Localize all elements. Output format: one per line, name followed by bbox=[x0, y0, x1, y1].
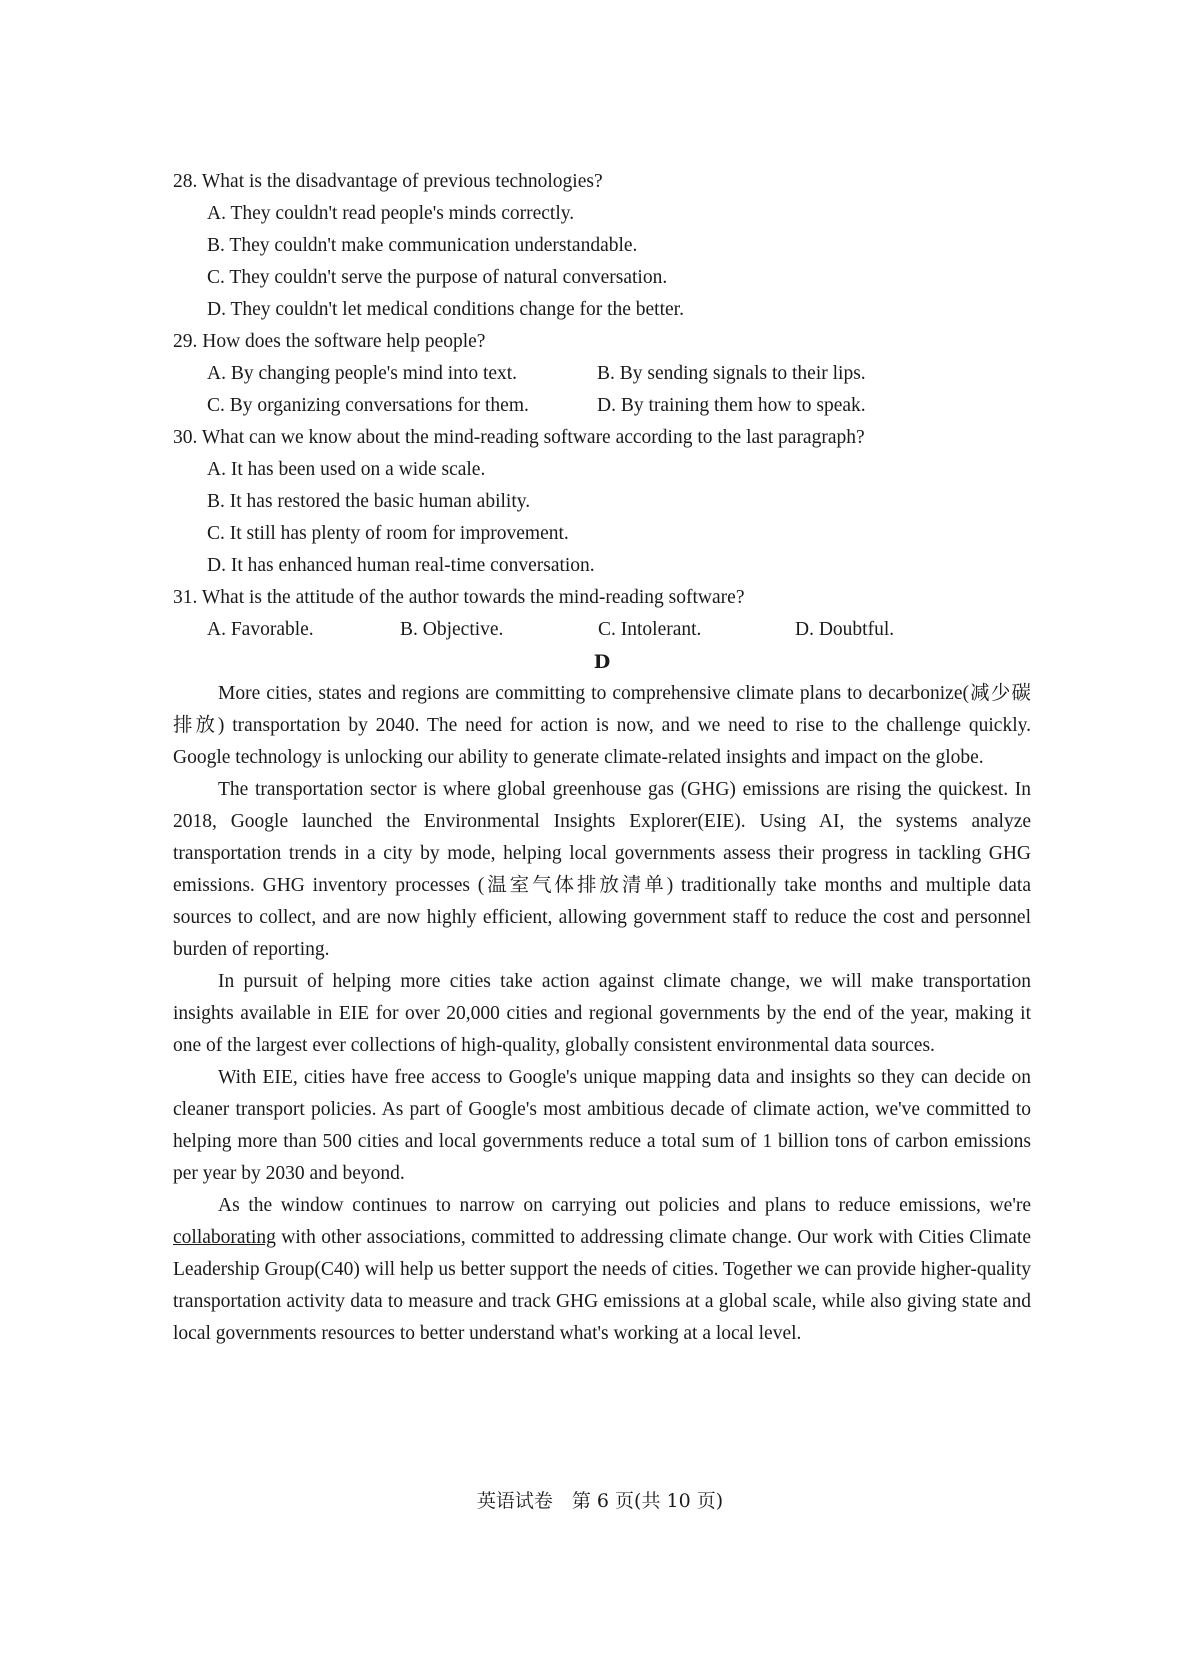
option-30-c: C. It still has plenty of room for improvement. bbox=[207, 523, 569, 544]
passage-paragraph-5 bbox=[173, 1190, 1031, 1350]
option-31-b: B. Objective. bbox=[400, 619, 504, 640]
option-29-c: C. By organizing conversations for them. bbox=[207, 395, 529, 416]
option-29-b: B. By sending signals to their lips. bbox=[597, 363, 866, 384]
option-31-c: C. Intolerant. bbox=[598, 619, 702, 640]
passage-paragraph-3: In pursuit of helping more cities take action against climate change, we will make transportation insights available in EIE for over 20,000 cities and regional governments by the end of the year, making it one of the largest ever collections of high-quality, globally consistent environmental data sources. bbox=[173, 971, 1031, 1056]
option-31-d: D. Doubtful. bbox=[795, 619, 895, 640]
option-29-d: D. By training them how to speak. bbox=[597, 395, 866, 416]
option-row-29-ab bbox=[173, 358, 1031, 390]
option-30-b: B. It has restored the basic human ability. bbox=[207, 491, 531, 512]
question-stem-31: 31. What is the attitude of the author towards the mind-reading software? bbox=[173, 587, 745, 608]
paragraph-5-text-after: with other associations, committed to addressing climate change. Our work with Cities Climate Leadership Group(C40) will help us better support the needs of cities. Together we can provide higher-quality transportation activity data to measure and track GHG emissions at a global scale, while also giving state and local governments resources to better understand what's working at a local level. bbox=[173, 1227, 1031, 1344]
option-row-31 bbox=[173, 614, 1031, 646]
option-30-a: A. It has been used on a wide scale. bbox=[207, 459, 486, 480]
page-footer: 英语试卷 第 6 页(共 10 页) bbox=[476, 1490, 724, 1512]
passage-paragraph-2: The transportation sector is where global greenhouse gas (GHG) emissions are rising the quickest. In 2018, Google launched the Environmental Insights Explorer(EIE). Using AI, the systems analyze transportation trends in a city by mode, helping local governments assess their progress in tackling GHG emissions. GHG inventory processes (温室气体排放清单) traditionally take months and multiple data sources to collect, and are now highly efficient, allowing government staff to reduce the cost and personnel burden of reporting. bbox=[173, 779, 1031, 960]
underlined-word: collaborating bbox=[173, 1227, 276, 1248]
section-title: D bbox=[593, 651, 611, 673]
exam-page bbox=[173, 166, 1031, 1350]
question-stem-30: 30. What can we know about the mind-reading software according to the last paragraph? bbox=[173, 427, 865, 448]
question-stem-29: 29. How does the software help people? bbox=[173, 331, 486, 352]
option-28-b: B. They couldn't make communication understandable. bbox=[207, 235, 638, 256]
option-29-a: A. By changing people's mind into text. bbox=[207, 363, 518, 384]
option-31-a: A. Favorable. bbox=[207, 619, 314, 640]
paragraph-5-text-before: As the window continues to narrow on carrying out policies and plans to reduce emissions, we're bbox=[218, 1195, 1031, 1216]
passage-paragraph-4: With EIE, cities have free access to Google's unique mapping data and insights so they can decide on cleaner transport policies. As part of Google's most ambitious decade of climate action, we've committed to helping more than 500 cities and local governments reduce a total sum of 1 billion tons of carbon emissions per year by 2030 and beyond. bbox=[173, 1067, 1031, 1184]
option-28-a: A. They couldn't read people's minds correctly. bbox=[207, 203, 575, 224]
option-30-d: D. It has enhanced human real-time conversation. bbox=[207, 555, 595, 576]
option-28-d: D. They couldn't let medical conditions change for the better. bbox=[207, 299, 684, 320]
question-stem-28: 28. What is the disadvantage of previous technologies? bbox=[173, 171, 603, 192]
option-28-c: C. They couldn't serve the purpose of natural conversation. bbox=[207, 267, 668, 288]
passage-paragraph-1: More cities, states and regions are committing to comprehensive climate plans to decarbonize(减少碳排放) transportation by 2040. The need for action is now, and we need to rise to the challenge quickly. Google technology is unlocking our ability to generate climate-related insights and impact on the globe. bbox=[173, 683, 1031, 768]
option-row-29-cd bbox=[173, 390, 1031, 422]
